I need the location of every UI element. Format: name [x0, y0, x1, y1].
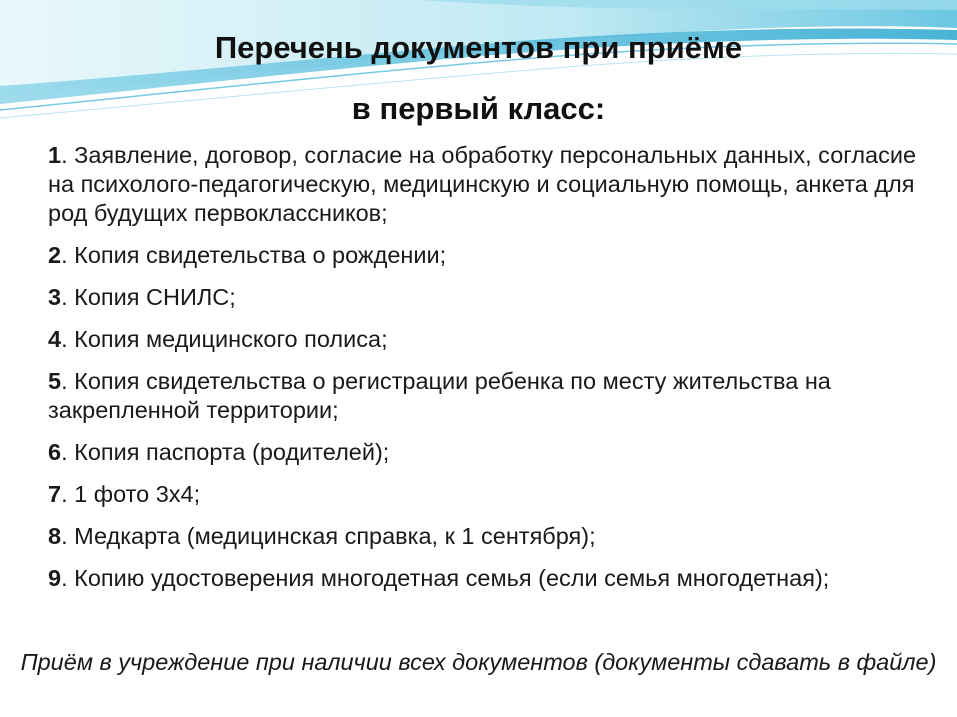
document-list	[48, 141, 928, 606]
item-number: 2	[48, 242, 62, 268]
document-list-item	[48, 367, 928, 425]
document-list-item	[48, 141, 928, 228]
document-list-item	[48, 325, 928, 354]
slide-title-line-2: в первый класс:	[351, 91, 606, 126]
item-text: . Копия паспорта (родителей);	[61, 439, 390, 465]
document-list-item	[48, 241, 928, 270]
item-text: . Заявление, договор, согласие на обработку персональных данных, согласие на психолого-педагогическую, медицинскую и социальную помощь, анкета для род будущих первоклассников;	[48, 142, 917, 226]
document-list-item	[48, 283, 928, 312]
item-text: . Копия СНИЛС;	[61, 284, 236, 310]
item-text: . Копию удостоверения многодетная семья (если семья многодетная);	[61, 565, 830, 591]
item-text: . 1 фото 3х4;	[61, 481, 201, 507]
item-text: . Копия свидетельства о рождении;	[61, 242, 447, 268]
item-number: 8	[48, 523, 62, 549]
document-list-item	[48, 480, 928, 509]
item-number: 4	[48, 326, 62, 352]
footer-note: Приём в учреждение при наличии всех документов (документы сдавать в файле)	[20, 649, 937, 675]
document-list-item	[48, 564, 928, 593]
item-text: . Копия свидетельства о регистрации ребенка по месту жительства на закрепленной территории;	[48, 368, 831, 423]
item-text: . Копия медицинского полиса;	[61, 326, 388, 352]
item-number: 9	[48, 565, 62, 591]
item-number: 3	[48, 284, 62, 310]
slide-title-line-1: Перечень документов при приёме	[214, 30, 743, 65]
document-list-item	[48, 438, 928, 467]
item-number: 6	[48, 439, 62, 465]
item-number: 7	[48, 481, 62, 507]
item-number: 5	[48, 368, 62, 394]
item-number: 1	[48, 142, 62, 168]
document-list-item	[48, 522, 928, 551]
item-text: . Медкарта (медицинская справка, к 1 сентября);	[61, 523, 596, 549]
